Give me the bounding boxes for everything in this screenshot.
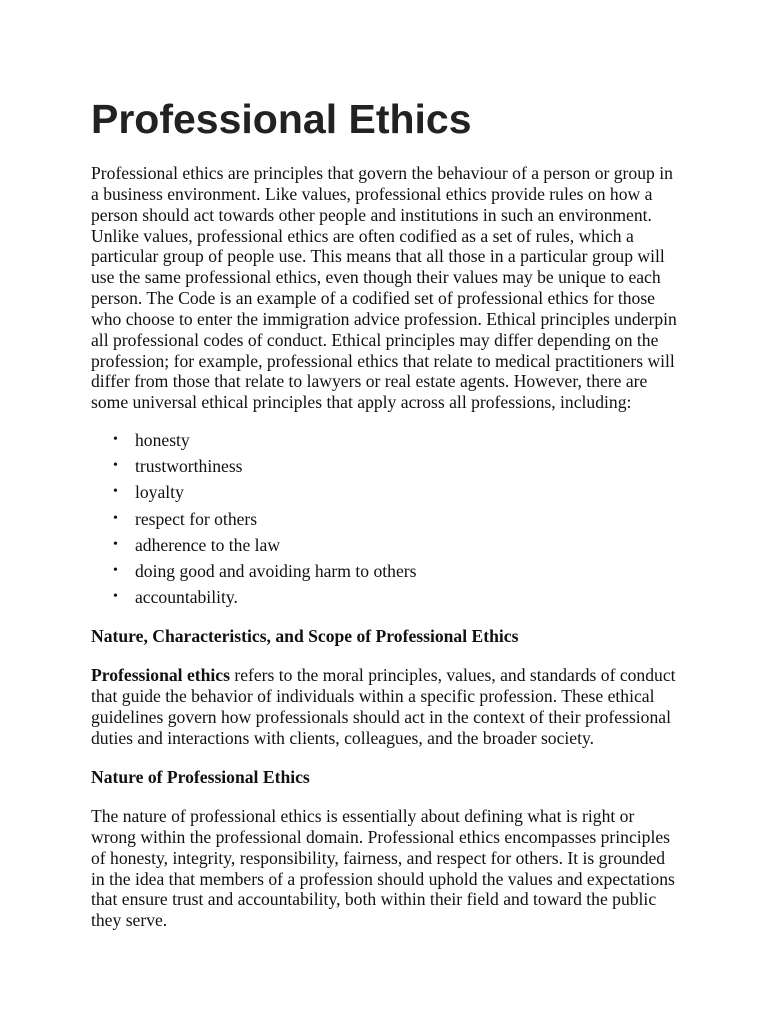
intro-line: all professional codes of conduct. Ethical principles may differ depending on the (91, 329, 659, 350)
nature-line: wrong within the professional domain. Professional ethics encompasses principles (91, 826, 671, 847)
definition-line: that guide the behavior of individuals within a specific profession. These ethical (91, 685, 655, 706)
list-item-text: honesty (135, 430, 190, 450)
section-heading-nature: Nature of Professional Ethics (91, 767, 310, 787)
definition-line-rest: refers to the moral principles, values, and standards of conduct (229, 665, 676, 685)
list-item-text: trustworthiness (135, 456, 243, 477)
intro-line: person. The Code is an example of a codified set of professional ethics for those (91, 288, 655, 309)
intro-line: profession; for example, professional ethics that relate to medical practitioners will (91, 350, 675, 371)
intro-line: differ from those that relate to lawyers or real estate agents. However, there are (91, 371, 648, 392)
bullet-icon: • (113, 432, 118, 447)
bullet-icon: • (113, 536, 118, 552)
nature-line: The nature of professional ethics is essentially about defining what is right or (91, 806, 635, 826)
intro-line: some universal ethical principles that apply across all professions, including: (91, 392, 632, 413)
list-item (91, 482, 416, 508)
nature-line: of honesty, integrity, responsibility, fairness, and respect for others. It is grounded (91, 847, 666, 868)
list-item (91, 456, 416, 482)
nature-line: that ensure trust and accountability, both within their field and toward the public (91, 889, 657, 910)
list-item (91, 509, 416, 535)
definition-line (91, 665, 691, 686)
bold-term: Professional ethics (91, 665, 230, 685)
definition-line: guidelines govern how professionals should act in the context of their professional (91, 706, 671, 727)
definition-line: duties and interactions with clients, colleagues, and the broader society. (91, 727, 595, 748)
nature-paragraph (91, 806, 691, 931)
list-item-text: adherence to the law (135, 534, 281, 555)
bullet-icon: • (113, 510, 118, 526)
nature-line: in the idea that members of a profession should uphold the values and expectations (91, 868, 675, 889)
intro-line: Unlike values, professional ethics are often codified as a set of rules, which a (91, 225, 634, 246)
page-title: Professional Ethics (91, 96, 472, 142)
intro-line: particular group of people use. This means that all those in a particular group will (91, 246, 665, 267)
list-item (91, 430, 416, 456)
list-item (91, 561, 416, 587)
bullet-icon: • (113, 589, 118, 605)
section-heading-scope: Nature, Characteristics, and Scope of Professional Ethics (91, 626, 519, 646)
bullet-icon: • (113, 562, 118, 578)
ethical-principles-list (91, 430, 416, 613)
intro-paragraph (91, 163, 691, 413)
intro-line: a business environment. Like values, professional ethics provide rules on how a (91, 183, 653, 204)
list-item (91, 587, 416, 613)
list-item-text: loyalty (135, 482, 184, 503)
nature-line: they serve. (91, 910, 168, 931)
list-item-text: respect for others (135, 508, 258, 529)
list-item-text: accountability. (135, 587, 238, 608)
intro-line: Professional ethics are principles that govern the behaviour of a person or group in (91, 163, 673, 183)
intro-line: use the same professional ethics, even though their values may be unique to each (91, 267, 661, 288)
bullet-icon: • (113, 458, 118, 474)
definition-paragraph (91, 665, 691, 748)
intro-line: person should act towards other people and institutions in such an environment. (91, 204, 652, 225)
bullet-icon: • (113, 484, 118, 500)
list-item-text: doing good and avoiding harm to others (135, 560, 417, 581)
list-item (91, 535, 416, 561)
intro-line: who choose to enter the immigration advice profession. Ethical principles underpin (91, 308, 677, 329)
